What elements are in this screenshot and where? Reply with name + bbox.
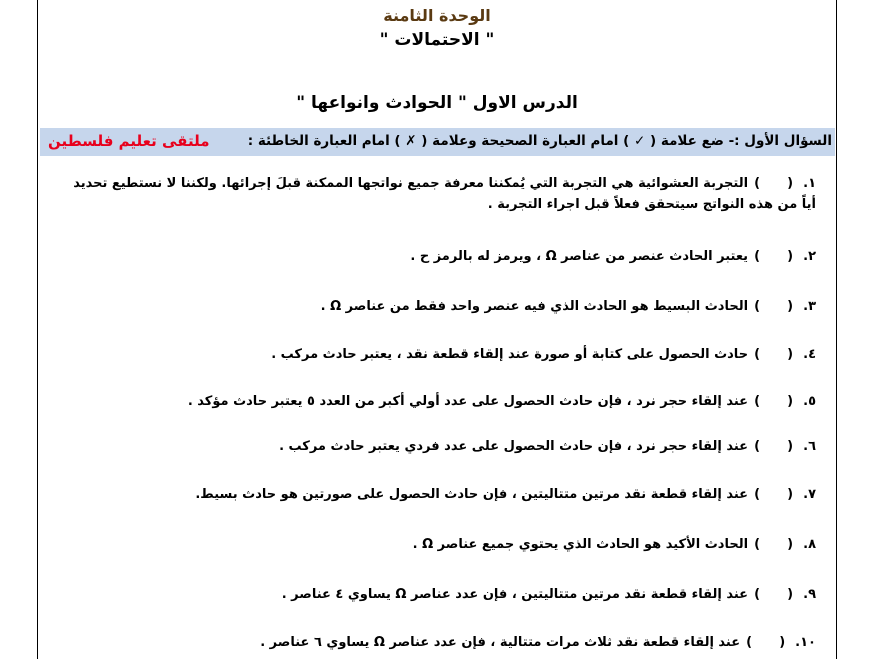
item-text: عند إلقاء حجر نرد ، فإن حادث الحصول على عدد فردي يعتبر حادث مركب . [279,439,749,454]
list-item [60,534,816,555]
list-item [60,632,816,653]
list-item [60,436,816,457]
answer-blank[interactable]: ( ) [754,299,794,314]
list-item [60,584,816,605]
item-number: ٥. [803,394,816,409]
answer-blank[interactable]: ( ) [746,635,786,650]
list-item [60,173,816,215]
item-number: ٤. [803,347,816,362]
answer-blank[interactable]: ( ) [754,439,794,454]
item-number: ٩. [803,587,816,602]
list-item [60,296,816,317]
question-header-bar [40,128,835,156]
answer-blank[interactable]: ( ) [754,487,794,502]
item-text: عند إلقاء قطعة نقد مرتين متتاليتين ، فإن عدد عناصر Ω يساوي ٤ عناصر . [281,587,749,602]
item-number: ٧. [803,487,816,502]
item-text: يعتبر الحادث عنصر من عناصر Ω ، ويرمز له بالرمز ح . [410,249,749,264]
list-item [60,344,816,365]
answer-blank[interactable]: ( ) [754,347,794,362]
item-text: الحادث البسيط هو الحادث الذي فيه عنصر واحد فقط من عناصر Ω . [320,299,749,314]
answer-blank[interactable]: ( ) [754,394,794,409]
item-text: عند إلقاء قطعة نقد ثلاث مرات متتالية ، فإن عدد عناصر Ω يساوي ٦ عناصر . [260,635,741,650]
answer-blank[interactable]: ( ) [754,176,794,191]
list-item [60,391,816,412]
answer-blank[interactable]: ( ) [754,587,794,602]
item-number: ٣. [803,299,816,314]
item-number: ٦. [803,439,816,454]
question-instruction: السؤال الأول :- ضع علامة ( ✓ ) امام العبارة الصحيحة وعلامة ( ✗ ) امام العبارة الخاطئة : [247,133,832,149]
brand-label: ملتقى تعليم فلسطين [48,132,210,150]
answer-blank[interactable]: ( ) [754,249,794,264]
item-number: ١. [803,176,816,191]
unit-title: الوحدة الثامنة [383,6,491,25]
unit-subtitle: " الاحتمالات " [379,30,495,50]
item-text: حادث الحصول على كتابة أو صورة عند إلقاء قطعة نقد ، يعتبر حادث مركب . [271,347,749,362]
item-text: عند إلقاء قطعة نقد مرتين متتاليتين ، فإن حادث الحصول على صورتين هو حادث بسيط. [195,487,749,502]
item-text: الحادث الأكيد هو الحادث الذي يحتوي جميع عناصر Ω . [412,537,749,552]
item-number: ١٠. [795,635,816,650]
item-text: التجربة العشوائية هي التجربة التي يُمكننا معرفة جميع نواتجها الممكنة قبلَ إجرائها. ولكننا لا نستطيع تحديد أياً من هذه النواتج سيتحقق فعلاً قبل اجراء التجربة . [73,176,816,212]
item-number: ٢. [803,249,816,264]
item-number: ٨. [803,537,816,552]
item-text: عند إلقاء حجر نرد ، فإن حادث الحصول على عدد أولي أكبر من العدد ٥ يعتبر حادث مؤكد . [187,394,749,409]
answer-blank[interactable]: ( ) [754,537,794,552]
list-item [60,484,816,505]
lesson-title: الدرس الاول " الحوادث وانواعها " [296,93,578,113]
list-item [60,246,816,267]
